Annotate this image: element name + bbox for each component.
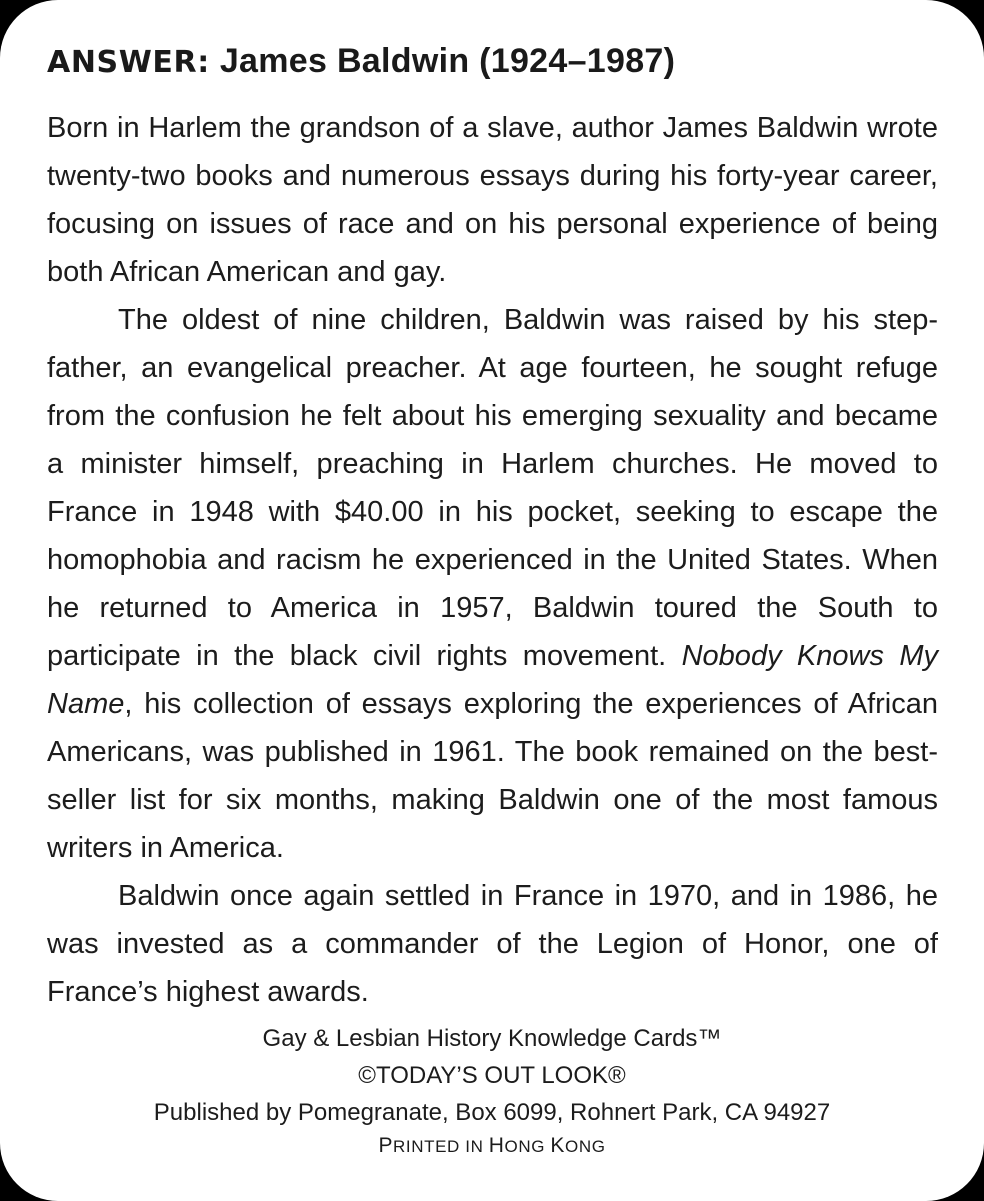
answer-label: ANSWER: [47,45,210,80]
paragraph-career-part-2: , his collection of essays exploring the experiences of African Americans, was published in 1961. The book remained on the best-seller list for six months, making Baldwin one of the most famous writers in America. [47,688,938,864]
answer-subject: James Baldwin (1924–1987) [219,42,676,80]
paragraph-intro: Born in Harlem the grandson of a slave, author James Baldwin wrote twenty-two books and numerous essays during his forty-year career, focusing on issues of race and on his personal experience of being both African American and gay. [47,112,938,288]
answer-heading [47,38,947,86]
card-footer [40,1020,944,1162]
copyright-line: ©TODAY’S OUT LOOK® [358,1062,626,1089]
paragraph-career-part-1: The oldest of nine children, Baldwin was raised by his stepfather, an evangelical preacher. At age fourteen, he sought refuge from the confusion he felt about his emerging sexuality and became a minister himself, preaching in Harlem churches. He moved to France in 1948 with $40.00 in his pocket, seeking to escape the homophobia and racism he experienced in the United States. When he returned to America in 1957, Baldwin toured the South to participate in the black civil rights movement. [47,304,938,672]
book-title: Nobody Knows My Name [47,640,938,720]
paragraph-later-life: Baldwin once again settled in France in 1970, and in 1986, he was invested as a commander of the Legion of Honor, one of France’s highest awards. [47,880,938,1008]
series-title: Gay & Lesbian History Knowledge Cards™ [262,1025,722,1052]
publisher-line: Published by Pomegranate, Box 6099, Rohnert Park, CA 94927 [153,1099,831,1126]
paragraph-career [47,296,938,872]
biography-text [47,104,938,1016]
printed-in-line: PRINTED IN HONG KONG [378,1134,606,1157]
